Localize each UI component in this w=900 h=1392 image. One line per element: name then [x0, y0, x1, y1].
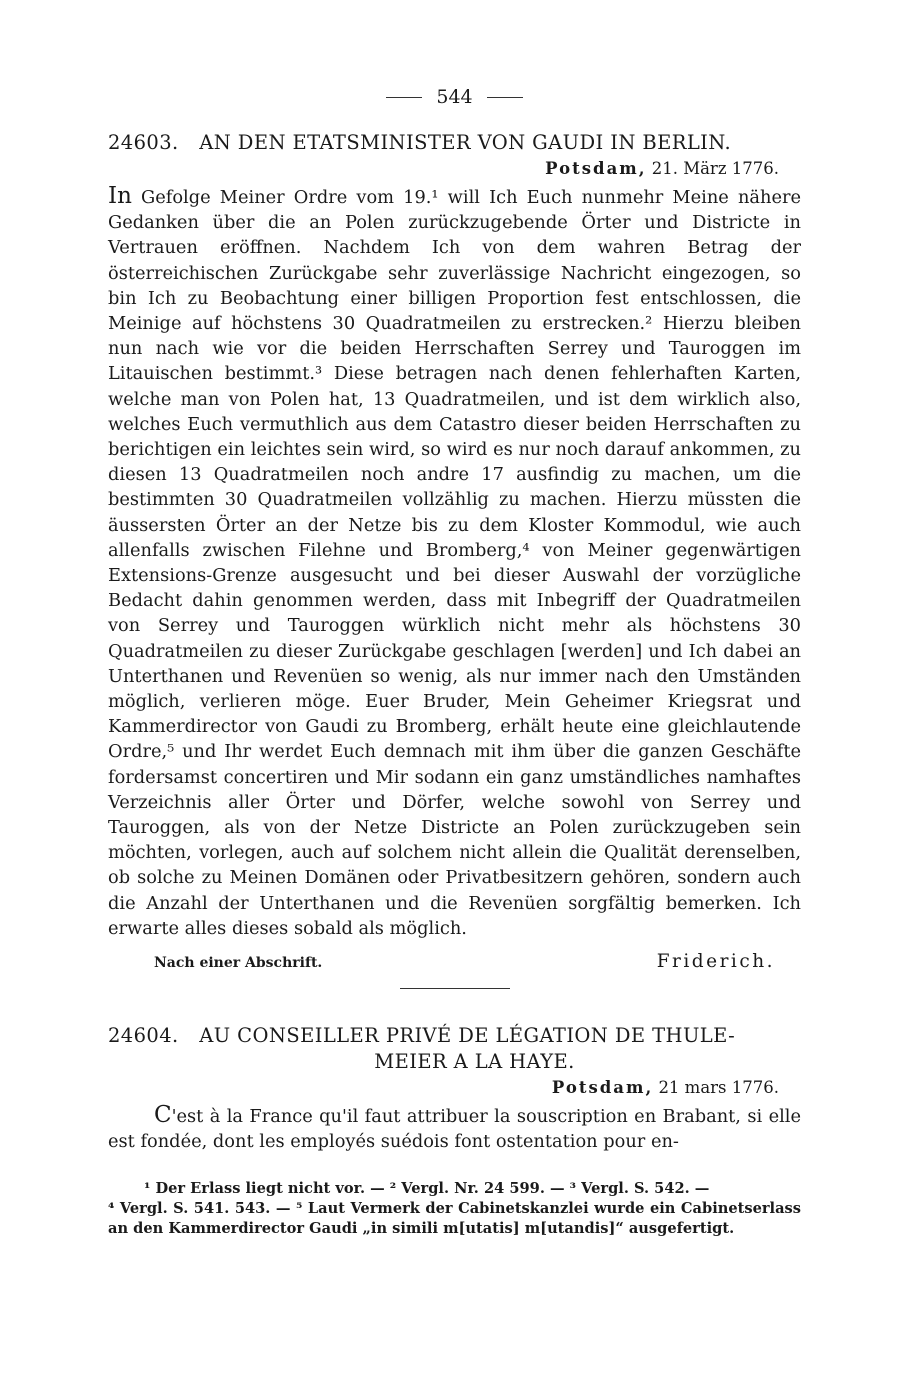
source-note: Nach einer Abschrift. [154, 955, 323, 972]
letter-heading [108, 130, 801, 156]
letter-title: AN DEN ETATSMINISTER VON GAUDI IN BERLIN. [199, 131, 732, 154]
letter-place: Potsdam, [545, 159, 647, 178]
footnote-line: ¹ Der Erlass liegt nicht vor. — ² Vergl. Nr. 24 599. — ³ Vergl. S. 542. — [144, 1179, 710, 1197]
letter-place: Potsdam, [551, 1078, 654, 1098]
page-number: 544 [436, 86, 473, 108]
document-page [108, 82, 801, 1239]
page-header [108, 82, 801, 112]
letter-number: 24603. [108, 131, 179, 154]
section-divider [400, 988, 510, 989]
letter-body-text: Gefolge Meiner Ordre vom 19.¹ will Ich Euch nunmehr Meine nähere Gedanken über die an Polen zurückzugebende Örter und Districte in Vertrauen eröffnen. Nachdem Ich von dem wahren Betrag der österreichischen Zurückgabe sehr zuverlässige Nachricht eingezogen, so bin Ich zu Beobachtung einer billigen Proportion fest entschlossen, die Meinige auf höchstens 30 Quadratmeilen zu erstrecken.² Hierzu bleiben nun nach wie vor die beiden Herrschaften Serrey und Tauroggen im Litauischen bestimmt.³ Diese betragen nach denen fehlerhaften Karten, welche man von Polen hat, 13 Quadratmeilen, und ist dem wirklich also, welches Euch vermuthlich aus dem Catastro dieser beiden Herrschaften zu berichtigen ein leichtes sein wird, so wird es nur noch darauf ankommen, zu diesen 13 Quadratmeilen noch andre 17 ausfindig zu machen, um die bestimmten 30 Quadratmeilen vollzählig zu machen. Hierzu müssten die äussersten Örter an der Netze bis zu dem Kloster Kommodul, wie auch allenfalls zwischen Filehne und Bromberg,⁴ von Meiner gegenwärtigen Extensions-Grenze ausgesucht und bei dieser Auswahl der vorzügliche Bedacht dahin genommen werden, dass mit Inbegriff der Quadratmeilen von Serrey und Tauroggen würklich nicht mehr als höchstens 30 Quadratmeilen zu dieser Zurückgabe geschlagen [werden] und Ich dabei an Unterthanen und Revenüen so wenig, als nur immer nach den Umständen möglich, verlieren möge. Euer Bruder, Mein Geheimer Kriegsrat und Kammerdirector von Gaudi zu Bromberg, erhält heute eine gleichlautende Ordre,⁵ und Ihr werdet Euch demnach mit ihm über die ganzen Geschäfte fordersamst concertiren und Mir sodann ein ganz umständliches namhaftes Verzeichnis aller Örter und Dörfer, welche sowohl von Serrey und Tauroggen, als von der Netze Districte an Polen zurückzugeben sein möchten, vorlegen, auch auf solchem nicht allein die Qualität derenselben, ob solche zu Meinen Domänen oder Privatbesitzern gehören, sondern auch die Anzahl der Unterthanen und die Revenüen sorgfältig bemerken. Ich erwarte alles dieses sobald als möglich. [108, 187, 802, 939]
letter-number: 24604. [108, 1024, 179, 1048]
letter-title-line2: MEIER A LA HAYE. [374, 1050, 575, 1074]
letter-dateline [108, 156, 801, 182]
letter-body [108, 184, 801, 941]
letter-closing [108, 951, 801, 972]
letter-dateline [108, 1075, 801, 1101]
letter-body-text: 'est à la France qu'il faut attribuer la souscription en Brabant, si elle est fondée, dont les employés suédois font ostentation pour en- [108, 1106, 801, 1153]
letter-heading [108, 1023, 801, 1075]
letter-24604 [108, 1023, 801, 1154]
footnote-line: ⁴ Vergl. S. 541. 543. — ⁵ Laut Vermerk der Cabinetskanzlei wurde ein Cabinetserlass an den Kammerdirector Gaudi „in simili m[utatis] m[utandis]“ ausgefertigt. [108, 1199, 801, 1237]
header-rule-left [386, 97, 422, 98]
letter-body [108, 1103, 801, 1154]
letter-initial: C [154, 1102, 172, 1129]
footnotes [108, 1179, 801, 1239]
header-rule-right [487, 97, 523, 98]
letter-24603 [108, 130, 801, 972]
letter-title-line1: AU CONSEILLER PRIVÉ DE LÉGATION DE THULE- [199, 1024, 736, 1048]
signature: Friderich. [656, 951, 775, 973]
letter-initial: In [108, 183, 132, 209]
letter-date: 21 mars 1776. [658, 1078, 779, 1098]
letter-date: 21. März 1776. [651, 159, 779, 178]
